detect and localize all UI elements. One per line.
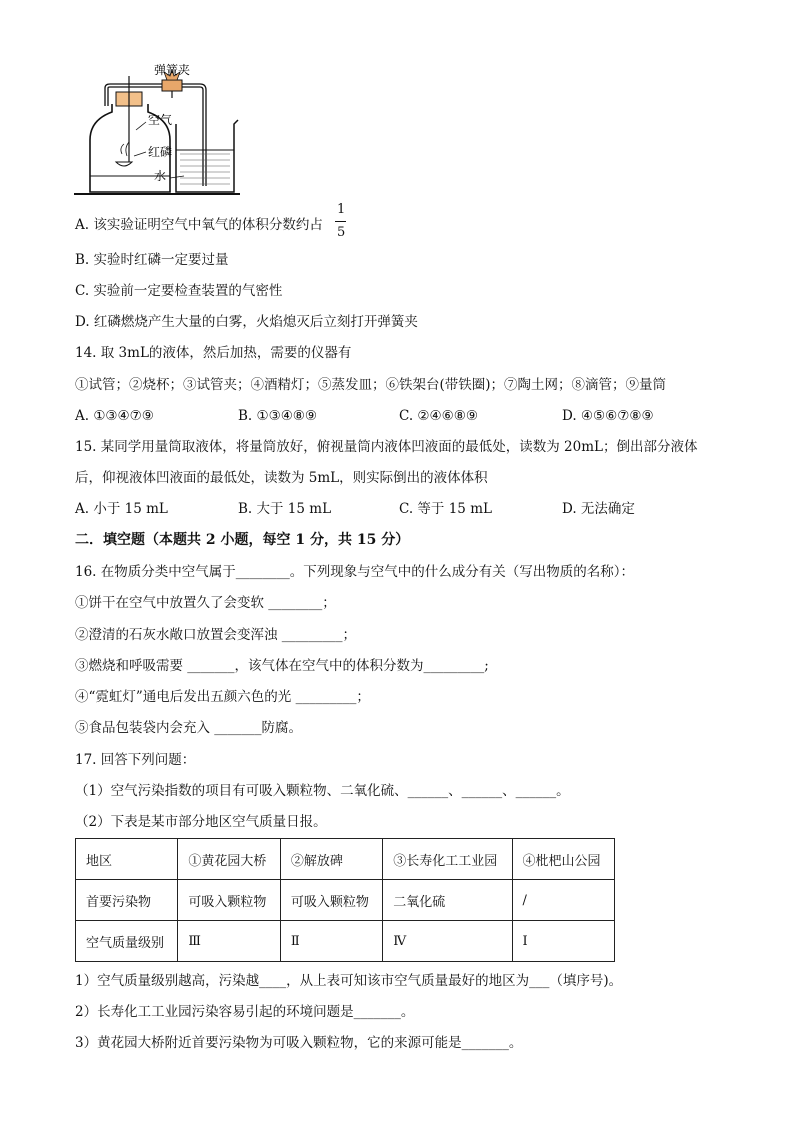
- q13-option-a: [75, 216, 323, 234]
- table-cell: Ⅲ: [178, 921, 280, 962]
- fraction-numerator: 1: [337, 202, 346, 217]
- q14-option-c: C. ②④⑥⑧⑨: [399, 408, 478, 424]
- table-cell: Ⅳ: [383, 921, 512, 962]
- table-row: [76, 880, 615, 921]
- q15-option-a: A. 小于 15 mL: [75, 501, 168, 517]
- q13-option-c: C. 实验前一定要检查装置的气密性: [75, 283, 283, 299]
- q15-option-d: D. 无法确定: [562, 501, 635, 517]
- table-cell: 二氧化硫: [383, 880, 512, 921]
- table-cell: 空气质量级别: [76, 921, 178, 962]
- q14-option-a: A. ①③④⑦⑨: [75, 408, 154, 424]
- fraction-denominator: 5: [337, 225, 346, 240]
- q17-answer-3: 3）黄花园大桥附近首要污染物为可吸入颗粒物，它的来源可能是_______。: [75, 1035, 523, 1051]
- q17-answer-2: 2）长寿化工工业园污染容易引起的环境问题是_______。: [75, 1004, 415, 1020]
- q16-line-1: ①饼干在空气中放置久了会变软 ________；: [75, 595, 336, 611]
- q13-option-b: B. 实验时红磷一定要过量: [75, 252, 229, 268]
- q16-line-3: ③燃烧和呼吸需要 _______，该气体在空气中的体积分数为_________;: [75, 658, 489, 674]
- table-row: [76, 921, 615, 962]
- section-2-title: 二．填空题（本题共 2 小题，每空 1 分，共 15 分）: [75, 532, 410, 548]
- q16-line-2: ②澄清的石灰水敞口放置会变浑浊 _________；: [75, 627, 357, 643]
- q15-option-b: B. 大于 15 mL: [238, 501, 332, 517]
- q17-stem: 17. 回答下列问题：: [75, 752, 196, 768]
- table-cell: 可吸入颗粒物: [178, 880, 280, 921]
- q17-answer-1: 1）空气质量级别越高，污染越____，从上表可知该市空气质量最好的地区为___（填序号)。: [75, 973, 623, 989]
- q14-option-d: D. ④⑤⑥⑦⑧⑨: [562, 408, 654, 424]
- q15-stem-line2: 后，仰视液体凹液面的最低处，读数为 5mL，则实际倒出的液体体积: [75, 470, 488, 486]
- q17-sub-1: （1）空气污染指数的项目有可吸入颗粒物、二氧化硫、______、______、______。: [75, 783, 570, 799]
- q16-stem: 16. 在物质分类中空气属于________。下列现象与空气中的什么成分有关（写出物质的名称）：: [75, 564, 635, 580]
- table-cell: /: [512, 880, 614, 921]
- q17-sub-2: （2）下表是某市部分地区空气质量日报。: [75, 814, 327, 830]
- q16-line-4: ④“霓虹灯”通电后发出五颜六色的光 _________；: [75, 689, 370, 705]
- table-cell: ③长寿化工工业园: [383, 839, 512, 880]
- table-cell: 地区: [76, 839, 178, 880]
- q13-option-d: D. 红磷燃烧产生大量的白雾，火焰熄灭后立刻打开弹簧夹: [75, 314, 418, 330]
- q15-stem-line1: 15. 某同学用量筒取液体，将量筒放好，俯视量筒内液体凹液面的最低处，读数为 20mL；倒出部分液体: [75, 439, 698, 455]
- table-cell: ②解放碑: [280, 839, 382, 880]
- table-cell: ④枇杷山公园: [512, 839, 614, 880]
- water-label: 水: [154, 169, 167, 183]
- clamp-label: 弹簧夹: [154, 63, 191, 77]
- q14-items: ①试管；②烧杯；③试管夹；④酒精灯；⑤蒸发皿；⑥铁架台(带铁圈)；⑦陶土网；⑧滴管；⑨量筒: [75, 377, 667, 393]
- q15-option-c: C. 等于 15 mL: [399, 501, 492, 517]
- table-cell: ①黄花园大桥: [178, 839, 280, 880]
- table-cell: 可吸入颗粒物: [280, 880, 382, 921]
- table-row: [76, 839, 615, 880]
- q14-stem: 14. 取 3mL的液体，然后加热，需要的仪器有: [75, 345, 352, 361]
- phosphorus-label: 红磷: [148, 145, 173, 159]
- air-label: 空气: [148, 113, 173, 127]
- table-cell: 首要污染物: [76, 880, 178, 921]
- apparatus-diagram: [72, 58, 242, 200]
- q14-option-b: B. ①③④⑧⑨: [238, 408, 318, 424]
- table-cell: Ⅱ: [280, 921, 382, 962]
- q16-line-5: ⑤食品包装袋内会充入 _______防腐。: [75, 720, 303, 736]
- fraction-bar: [335, 221, 346, 222]
- table-cell: Ⅰ: [512, 921, 614, 962]
- air-quality-table: [75, 838, 615, 962]
- q13-option-a-text: A. 该实验证明空气中氧气的体积分数约占: [75, 217, 323, 233]
